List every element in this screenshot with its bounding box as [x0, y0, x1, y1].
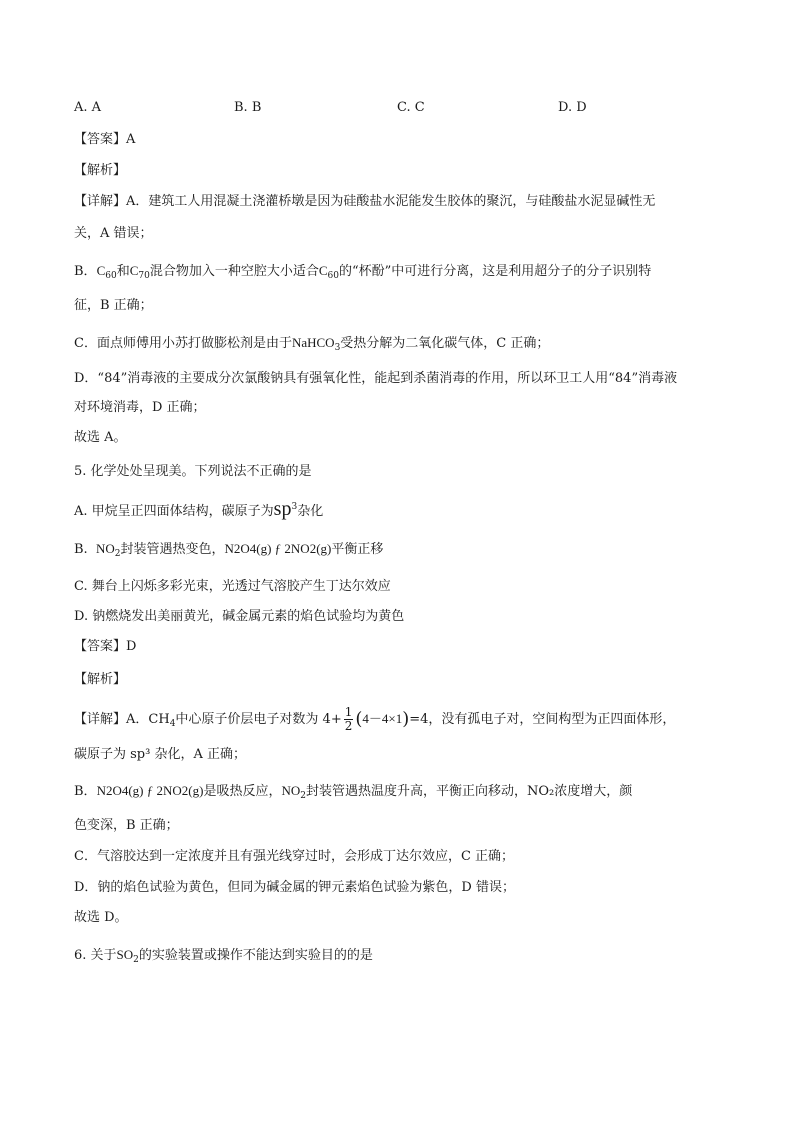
q5-analysis-heading: 【解析】: [74, 672, 127, 687]
q4-detail-b-line2: 征，B 正确；: [74, 298, 153, 313]
text: 平衡正移: [331, 542, 384, 557]
text: B.: [74, 542, 88, 557]
equation: N2O4(g) ƒ 2NO2(g): [96, 783, 204, 798]
formula: NO: [95, 541, 115, 556]
q4-answer: 【答案】A: [74, 132, 136, 147]
q5-detail-a-line1: [74, 704, 675, 739]
q5-detail-b-line2: 色变深，B 正确；: [74, 818, 179, 833]
formula: C: [96, 263, 106, 278]
q4-detail-c: [74, 334, 549, 357]
paren: ): [402, 708, 410, 730]
formula: C: [318, 263, 328, 278]
q5-option-b: [74, 540, 383, 563]
q4-analysis-heading: 【解析】: [74, 163, 127, 178]
text: 受热分解为二氧化碳气体，C 正确；: [340, 336, 550, 351]
q4-detail-a-line1: 【详解】A．建筑工人用混凝土浇灌桥墩是因为硅酸盐水泥能发生胶体的聚沉，与硅酸盐水泥显碱性无: [74, 194, 656, 209]
q5-answer: 【答案】D: [74, 639, 137, 654]
subscript: 2: [133, 955, 139, 965]
text: 的“杯酚”中可进行分离，这是利用超分子的分子识别特: [338, 264, 652, 279]
q4-detail-d-line1: D．“84”消毒液的主要成分次氯酸钠具有强氧化性，能起到杀菌消毒的作用，所以环卫工人用“84”消毒液: [74, 371, 678, 386]
text: 中心原子价层电子对数为 4+: [175, 712, 342, 727]
q5-conclusion: 故选 D。: [74, 910, 128, 925]
option-c: C. C: [397, 100, 425, 115]
q4-detail-a-line2: 关，A 错误；: [74, 226, 153, 241]
text: 是吸热反应，: [203, 784, 282, 799]
option-d: D. D: [558, 100, 587, 115]
option-a: A. A: [74, 100, 102, 115]
text: 6. 关于: [74, 948, 117, 963]
superscript: 3: [291, 502, 298, 512]
q5-option-d: D. 钠燃烧发出美丽黄光，碱金属元素的焰色试验均为黄色: [74, 609, 405, 624]
text: B．: [74, 784, 97, 799]
fraction: [344, 706, 354, 733]
text: 的实验装置或操作不能达到实验目的的是: [138, 948, 373, 963]
subscript: 3: [334, 343, 341, 353]
q6-stem: [74, 946, 373, 969]
expression: 4－4×1: [362, 711, 403, 726]
equation: N2O4(g) ƒ 2NO2(g): [224, 541, 332, 556]
text: 和: [116, 264, 130, 279]
q5-option-a: [74, 498, 323, 521]
formula: C: [129, 263, 139, 278]
q5-detail-c: C．气溶胶达到一定浓度并且有强光线穿过时，会形成丁达尔效应，C 正确；: [74, 849, 515, 864]
formula: sp: [273, 498, 292, 520]
text: B．: [74, 264, 97, 279]
fraction-denominator: 2: [344, 719, 353, 733]
text: 混合物加入一种空腔大小适合: [149, 264, 319, 279]
fraction-numerator: 1: [344, 705, 353, 719]
text: 杂化: [297, 504, 324, 519]
subscript: 2: [300, 791, 306, 801]
q5-option-c: C. 舞台上闪烁多彩光束，光透过气溶胶产生丁达尔效应: [74, 579, 391, 594]
subscript: 4: [169, 719, 176, 729]
q5-detail-d: D．钠的焰色试验为黄色，但同为碱金属的钾元素焰色试验为紫色，D 错误；: [74, 880, 515, 895]
subscript: 2: [114, 549, 121, 559]
subscript: 60: [105, 271, 117, 281]
formula: SO: [116, 947, 134, 962]
option-b: B. B: [234, 100, 262, 115]
q4-detail-b-line1: [74, 262, 651, 285]
q5-detail-a-line2: 碳原子为 sp³ 杂化，A 正确；: [74, 747, 246, 762]
paren: (: [355, 708, 363, 730]
text: 封装管遇热变色，: [120, 542, 225, 557]
subscript: 60: [327, 271, 339, 281]
text: 【详解】A．CH: [74, 712, 170, 727]
q5-detail-b-line1: [74, 782, 632, 805]
q4-detail-d-line2: 对环境消毒，D 正确；: [74, 400, 206, 415]
formula: NaHCO: [291, 335, 335, 350]
subscript: 70: [138, 271, 150, 281]
text: C．面点师傅用小苏打做膨松剂是由于: [74, 336, 292, 351]
q4-conclusion: 故选 A。: [74, 430, 127, 445]
text: 封装管遇热温度升高，平衡正向移动，NO₂浓度增大，颜: [305, 784, 633, 799]
q5-stem: 5. 化学处处呈现美。下列说法不正确的是: [74, 464, 312, 479]
formula: NO: [281, 783, 301, 798]
text: A. 甲烷呈正四面体结构，碳原子为: [74, 504, 274, 519]
text: =4，没有孤电子对，空间构型为正四面体形，: [409, 712, 676, 727]
